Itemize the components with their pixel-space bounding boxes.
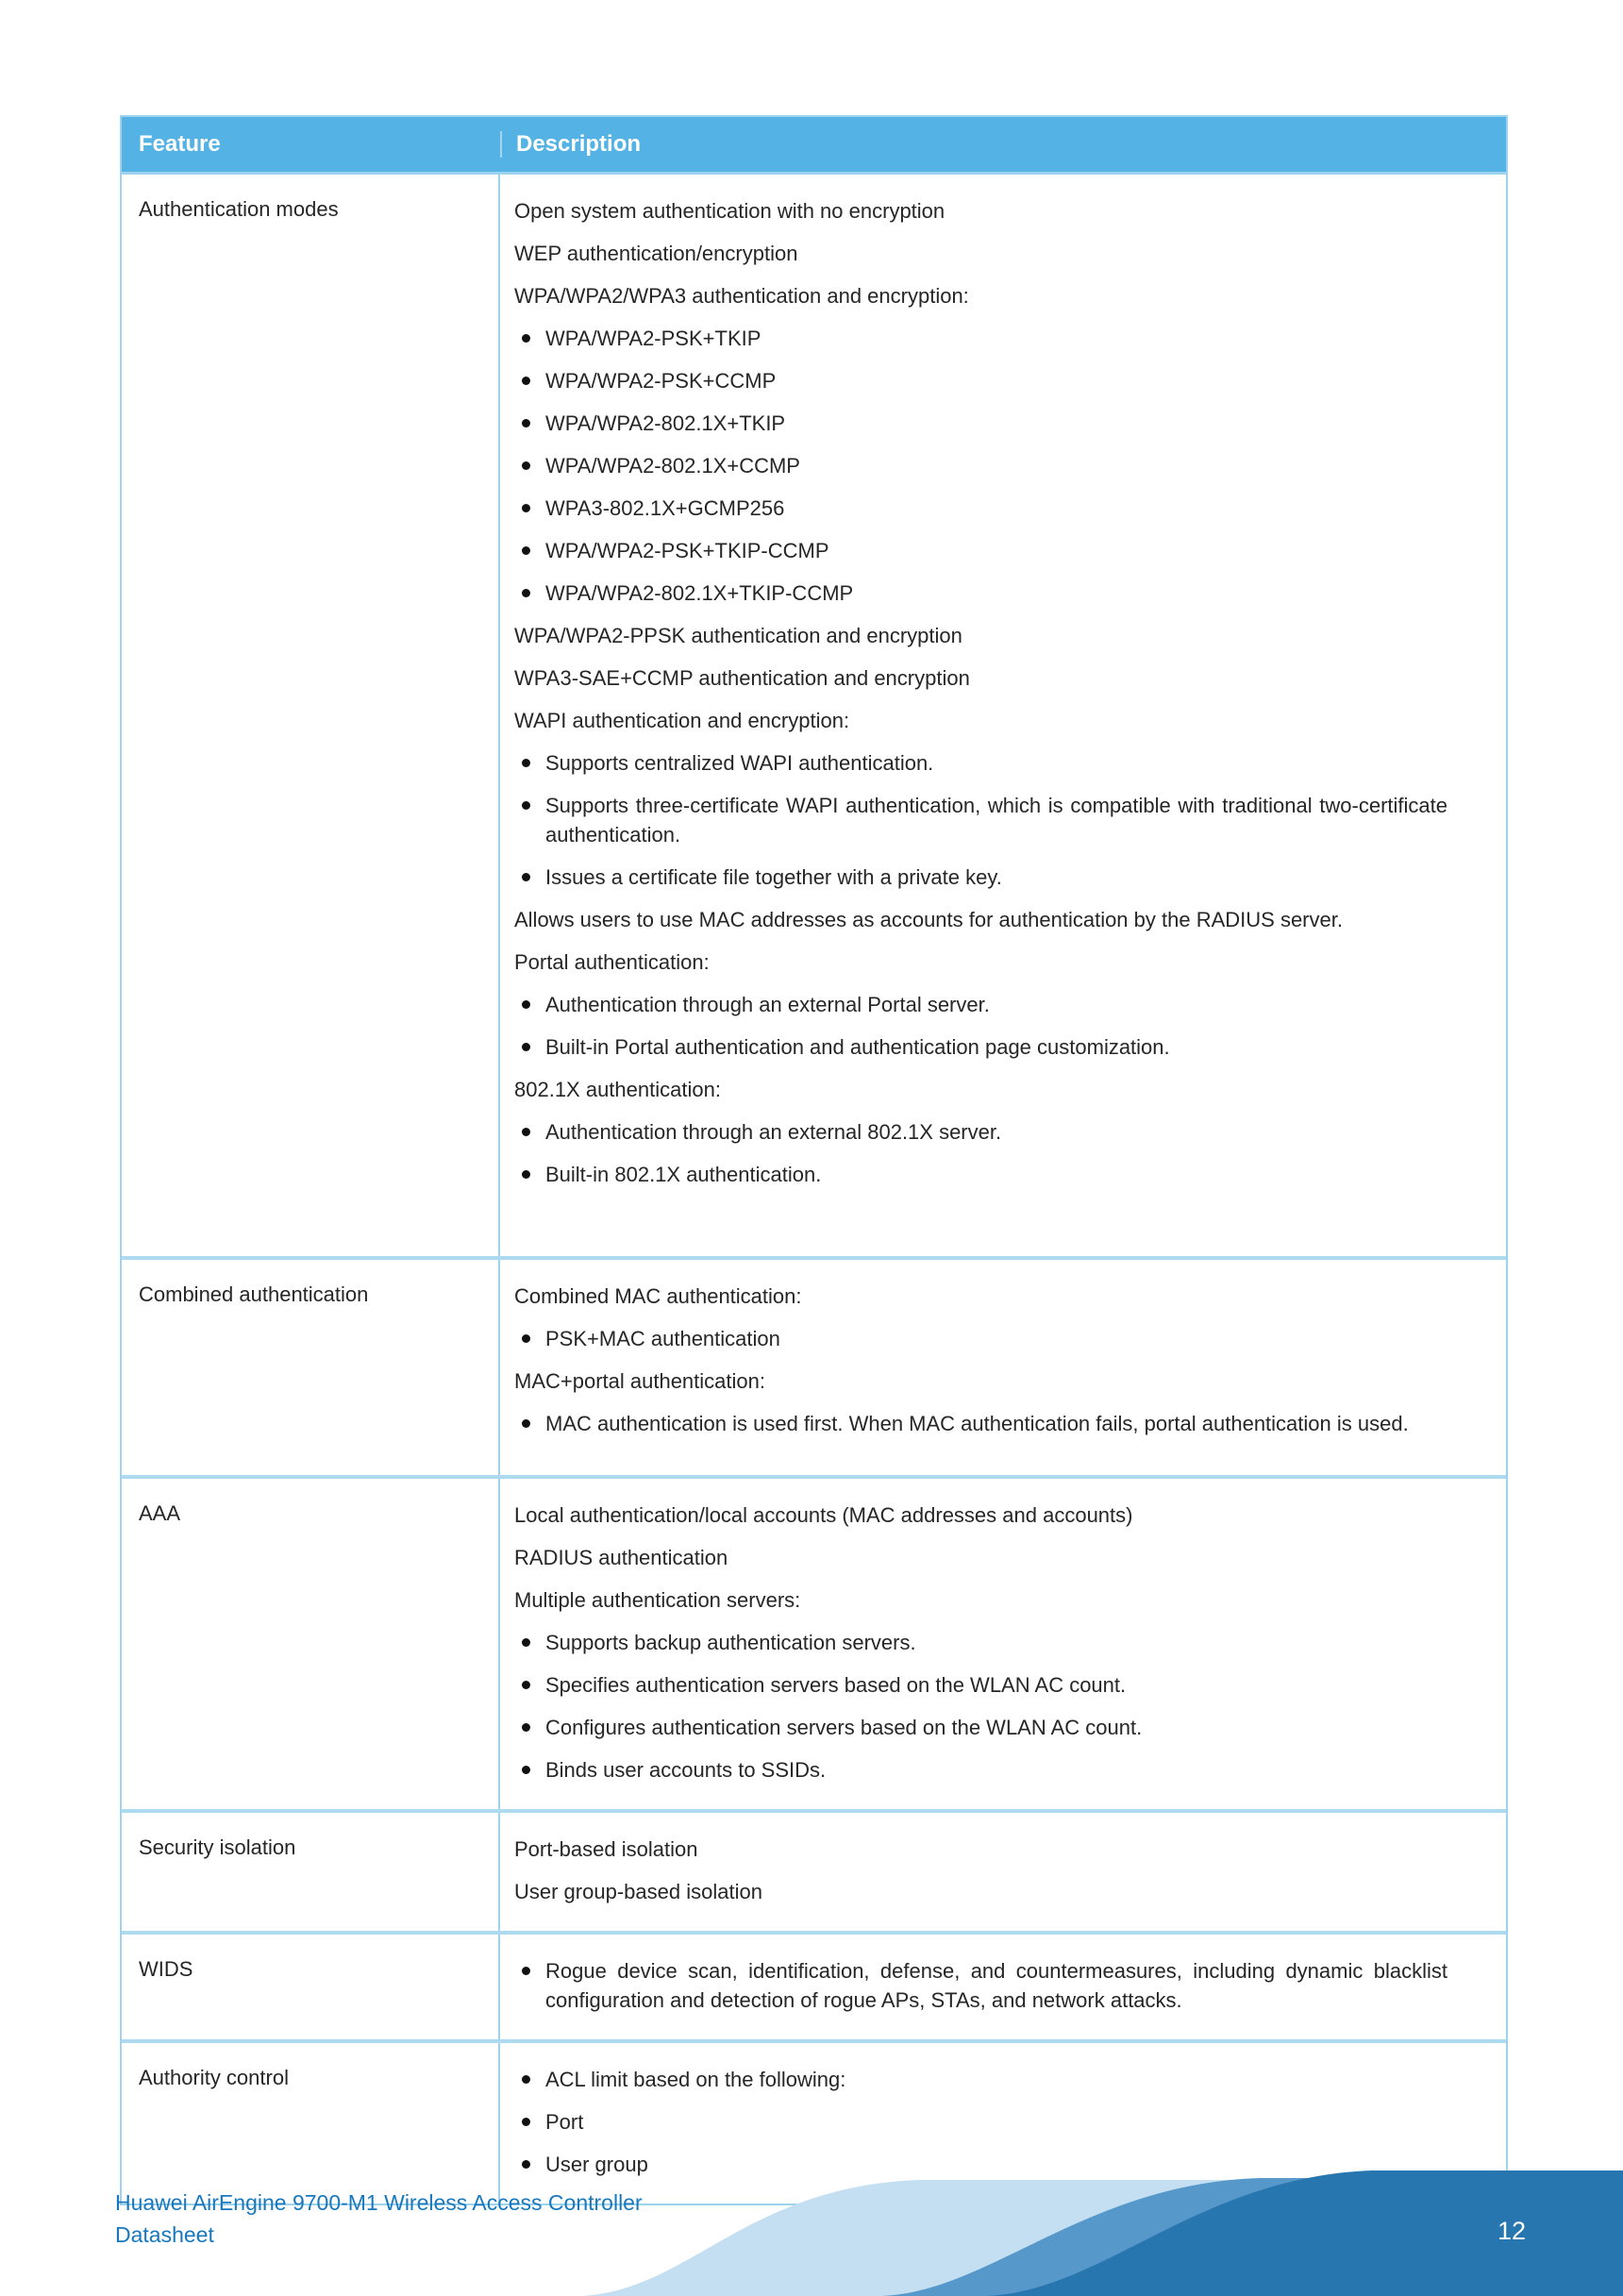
bullet-item: WPA/WPA2-PSK+TKIP-CCMP xyxy=(514,536,1447,565)
feature-cell: AAA xyxy=(122,1479,500,1809)
page-number: 12 xyxy=(1497,2217,1527,2245)
description-cell xyxy=(500,1935,1506,2039)
feature-cell: Security isolation xyxy=(122,1813,500,1931)
paragraph: WPA3-SAE+CCMP authentication and encryption xyxy=(514,666,970,690)
paragraph: Local authentication/local accounts (MAC addresses and accounts) xyxy=(514,1503,1133,1527)
bullet-item: Built-in 802.1X authentication. xyxy=(514,1160,1447,1189)
footer-title-line1: Huawei AirEngine 9700-M1 Wireless Access Controller xyxy=(115,2190,643,2215)
table-header-description: Description xyxy=(500,131,1506,158)
paragraph: Open system authentication with no encryption xyxy=(514,199,945,223)
table-row xyxy=(122,175,1506,1256)
table-header-row xyxy=(122,117,1506,175)
description-cell xyxy=(500,1479,1506,1809)
paragraph: MAC+portal authentication: xyxy=(514,1369,765,1393)
bullet-item: Supports three-certificate WAPI authentication, which is compatible with traditional two-certificate authentication. xyxy=(514,791,1447,849)
bullet-item: WPA/WPA2-PSK+TKIP xyxy=(514,324,1447,353)
bullet-item: Authentication through an external Portal server. xyxy=(514,990,1447,1019)
paragraph: Multiple authentication servers: xyxy=(514,1588,801,1612)
bullet-item: ACL limit based on the following: xyxy=(514,2065,1447,2094)
paragraph: Port-based isolation xyxy=(514,1837,698,1861)
paragraph: WPA/WPA2/WPA3 authentication and encryption: xyxy=(514,284,969,308)
table-row xyxy=(122,1809,1506,1931)
bullet-item: WPA/WPA2-802.1X+TKIP xyxy=(514,409,1447,438)
feature-description-table xyxy=(120,115,1508,2205)
bullet-item: Rogue device scan, identification, defense, and countermeasures, including dynamic blacklist configuration and detection of rogue APs, STAs, and network attacks. xyxy=(514,1956,1447,2015)
paragraph: RADIUS authentication xyxy=(514,1546,728,1569)
bullet-item: Configures authentication servers based on the WLAN AC count. xyxy=(514,1713,1447,1742)
bullet-item: WPA/WPA2-802.1X+CCMP xyxy=(514,451,1447,480)
footer-document-title xyxy=(115,2187,643,2251)
paragraph: Portal authentication: xyxy=(514,950,710,974)
paragraph: WPA/WPA2-PPSK authentication and encryption xyxy=(514,624,962,647)
description-cell xyxy=(500,175,1506,1256)
bullet-item: PSK+MAC authentication xyxy=(514,1324,1447,1353)
bullet-item: Supports centralized WAPI authentication. xyxy=(514,748,1447,778)
feature-cell: Combined authentication xyxy=(122,1260,500,1475)
bullet-item: WPA/WPA2-PSK+CCMP xyxy=(514,366,1447,395)
bullet-item: Specifies authentication servers based on the WLAN AC count. xyxy=(514,1670,1447,1700)
table-row xyxy=(122,1475,1506,1809)
paragraph: WEP authentication/encryption xyxy=(514,242,798,265)
table-row xyxy=(122,1931,1506,2039)
bullet-item: WPA3-802.1X+GCMP256 xyxy=(514,494,1447,523)
table-header-feature: Feature xyxy=(139,131,221,157)
paragraph: Combined MAC authentication: xyxy=(514,1284,802,1308)
bullet-item: Authentication through an external 802.1X server. xyxy=(514,1117,1447,1147)
bullet-item: Port xyxy=(514,2107,1447,2137)
feature-cell: Authentication modes xyxy=(122,175,500,1256)
footer-title-line2: Datasheet xyxy=(115,2222,214,2247)
description-cell xyxy=(500,1813,1506,1931)
table-row xyxy=(122,1256,1506,1475)
bullet-item: MAC authentication is used first. When MAC authentication fails, portal authentication is used. xyxy=(514,1409,1447,1438)
paragraph: Allows users to use MAC addresses as accounts for authentication by the RADIUS server. xyxy=(514,908,1343,931)
paragraph: WAPI authentication and encryption: xyxy=(514,709,850,732)
table-body xyxy=(122,175,1506,2204)
paragraph: User group-based isolation xyxy=(514,1880,762,1903)
bullet-item: User group xyxy=(514,2150,1447,2179)
feature-cell: WIDS xyxy=(122,1935,500,2039)
bullet-item: Binds user accounts to SSIDs. xyxy=(514,1755,1447,1785)
feature-cell: Authority control xyxy=(122,2043,500,2204)
description-cell xyxy=(500,1260,1506,1475)
bullet-item: Built-in Portal authentication and authentication page customization. xyxy=(514,1032,1447,1062)
paragraph: 802.1X authentication: xyxy=(514,1078,721,1101)
bullet-item: Issues a certificate file together with a private key. xyxy=(514,863,1447,892)
bullet-item: Supports backup authentication servers. xyxy=(514,1628,1447,1657)
bullet-item: WPA/WPA2-802.1X+TKIP-CCMP xyxy=(514,578,1447,608)
